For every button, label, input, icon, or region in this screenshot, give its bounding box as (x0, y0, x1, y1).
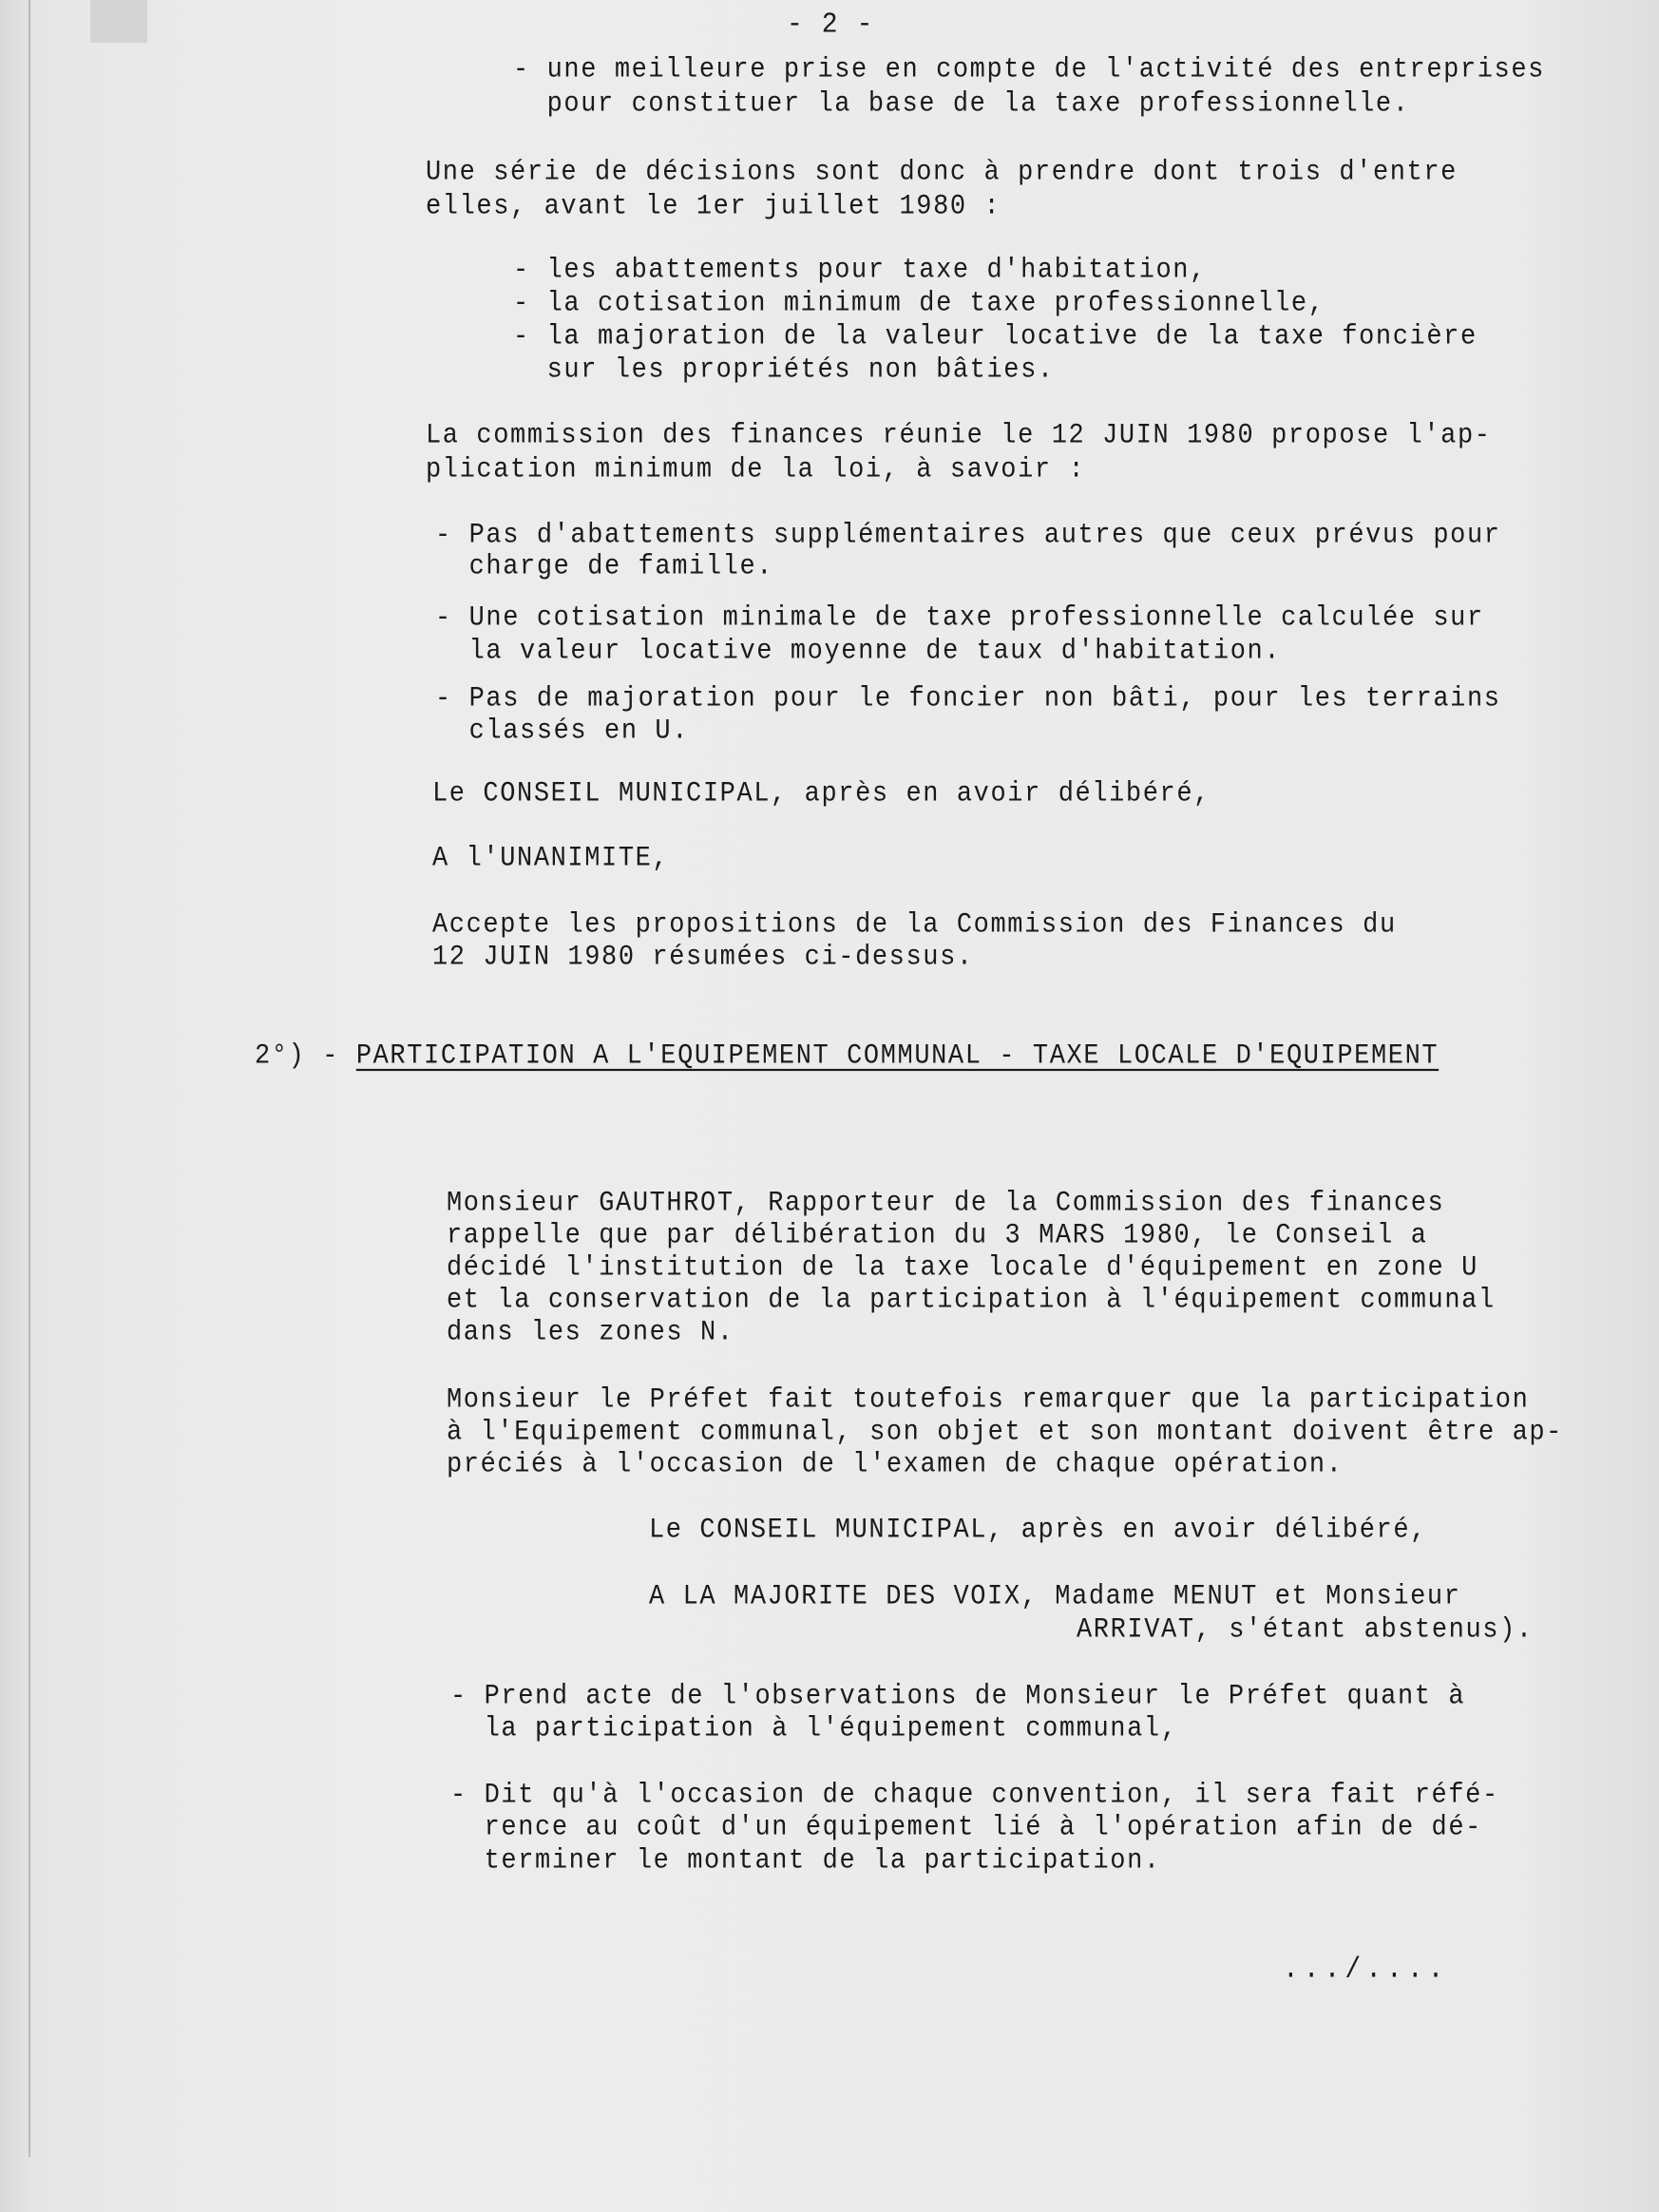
proposal-item: la valeur locative moyenne de taux d'habitation. (435, 636, 1282, 668)
decision-item: - Prend acte de l'observations de Monsieur le Préfet quant à (450, 1681, 1466, 1713)
commission-para-line-1: La commission des finances réunie le 12 JUIN 1980 propose l'ap- (426, 420, 1492, 452)
accept-line-1: Accepte les propositions de la Commission des Finances du (432, 909, 1397, 942)
decisions-list-item: - les abattements pour taxe d'habitation, (513, 255, 1207, 287)
gauthrot-para-line: dans les zones N. (447, 1317, 734, 1349)
decision-item: rence au coût d'un équipement lié à l'opération afin de dé- (450, 1812, 1482, 1844)
intro-bullet-line-1: - une meilleure prise en compte de l'activité des entreprises (513, 54, 1545, 86)
section-number: 2°) - (255, 1040, 356, 1073)
vote-result-1: A l'UNANIMITE, (432, 843, 670, 875)
proposal-item: charge de famille. (435, 551, 774, 583)
gauthrot-para-line: Monsieur GAUTHROT, Rapporteur de la Commission des finances (447, 1188, 1445, 1220)
section-title: PARTICIPATION A L'EQUIPEMENT COMMUNAL - TAXE LOCALE D'EQUIPEMENT (355, 1040, 1440, 1073)
page-edge (29, 0, 30, 2157)
continuation-mark: .../.... (1283, 1954, 1449, 1987)
decision-item: - Dit qu'à l'occasion de chaque convention, il sera fait réfé- (450, 1780, 1499, 1812)
decisions-para-line-1: Une série de décisions sont donc à prendre dont trois d'entre (426, 157, 1458, 189)
commission-para-line-2: plication minimum de la loi, à savoir : (426, 454, 1086, 486)
decisions-para-line-2: elles, avant le 1er juillet 1980 : (426, 191, 1001, 223)
vote-result-2-line-2: ARRIVAT, s'étant abstenus). (1077, 1614, 1534, 1647)
proposal-item: - Une cotisation minimale de taxe professionnelle calculée sur (435, 602, 1484, 635)
gauthrot-para-line: rappelle que par délibération du 3 MARS 1980, le Conseil a (447, 1220, 1428, 1252)
section-2-heading (255, 1039, 1439, 1074)
intro-bullet-line-2: pour constituer la base de la taxe professionnelle. (513, 88, 1410, 121)
decisions-list-item: - la majoration de la valeur locative de la taxe foncière (513, 321, 1478, 353)
vote-result-2-line-1: A LA MAJORITE DES VOIX, Madame MENUT et Monsieur (649, 1581, 1461, 1613)
accept-line-2: 12 JUIN 1980 résumées ci-dessus. (432, 942, 974, 974)
conseil-statement-1: Le CONSEIL MUNICIPAL, après en avoir délibéré, (432, 778, 1211, 810)
page-number: - 2 - (787, 9, 875, 42)
decisions-list-item: - la cotisation minimum de taxe professionnelle, (513, 288, 1325, 320)
gauthrot-para-line: et la conservation de la participation à l'équipement communal (447, 1285, 1496, 1317)
prefet-para-line: à l'Equipement communal, son objet et son montant doivent être ap- (447, 1417, 1563, 1449)
conseil-statement-2: Le CONSEIL MUNICIPAL, après en avoir délibéré, (649, 1515, 1427, 1547)
gauthrot-para-line: décidé l'institution de la taxe locale d'équipement en zone U (447, 1252, 1478, 1285)
prefet-para-line: préciés à l'occasion de l'examen de chaque opération. (447, 1449, 1344, 1481)
decision-item: la participation à l'équipement communal, (450, 1713, 1178, 1745)
decisions-list-item: sur les propriétés non bâties. (513, 354, 1055, 387)
proposal-item: classés en U. (435, 715, 690, 748)
prefet-para-line: Monsieur le Préfet fait toutefois remarquer que la participation (447, 1384, 1530, 1417)
proposal-item: - Pas d'abattements supplémentaires autres que ceux prévus pour (435, 520, 1501, 552)
proposal-item: - Pas de majoration pour le foncier non bâti, pour les terrains (435, 683, 1501, 715)
decision-item: terminer le montant de la participation. (450, 1845, 1161, 1878)
scan-mark (90, 0, 147, 43)
